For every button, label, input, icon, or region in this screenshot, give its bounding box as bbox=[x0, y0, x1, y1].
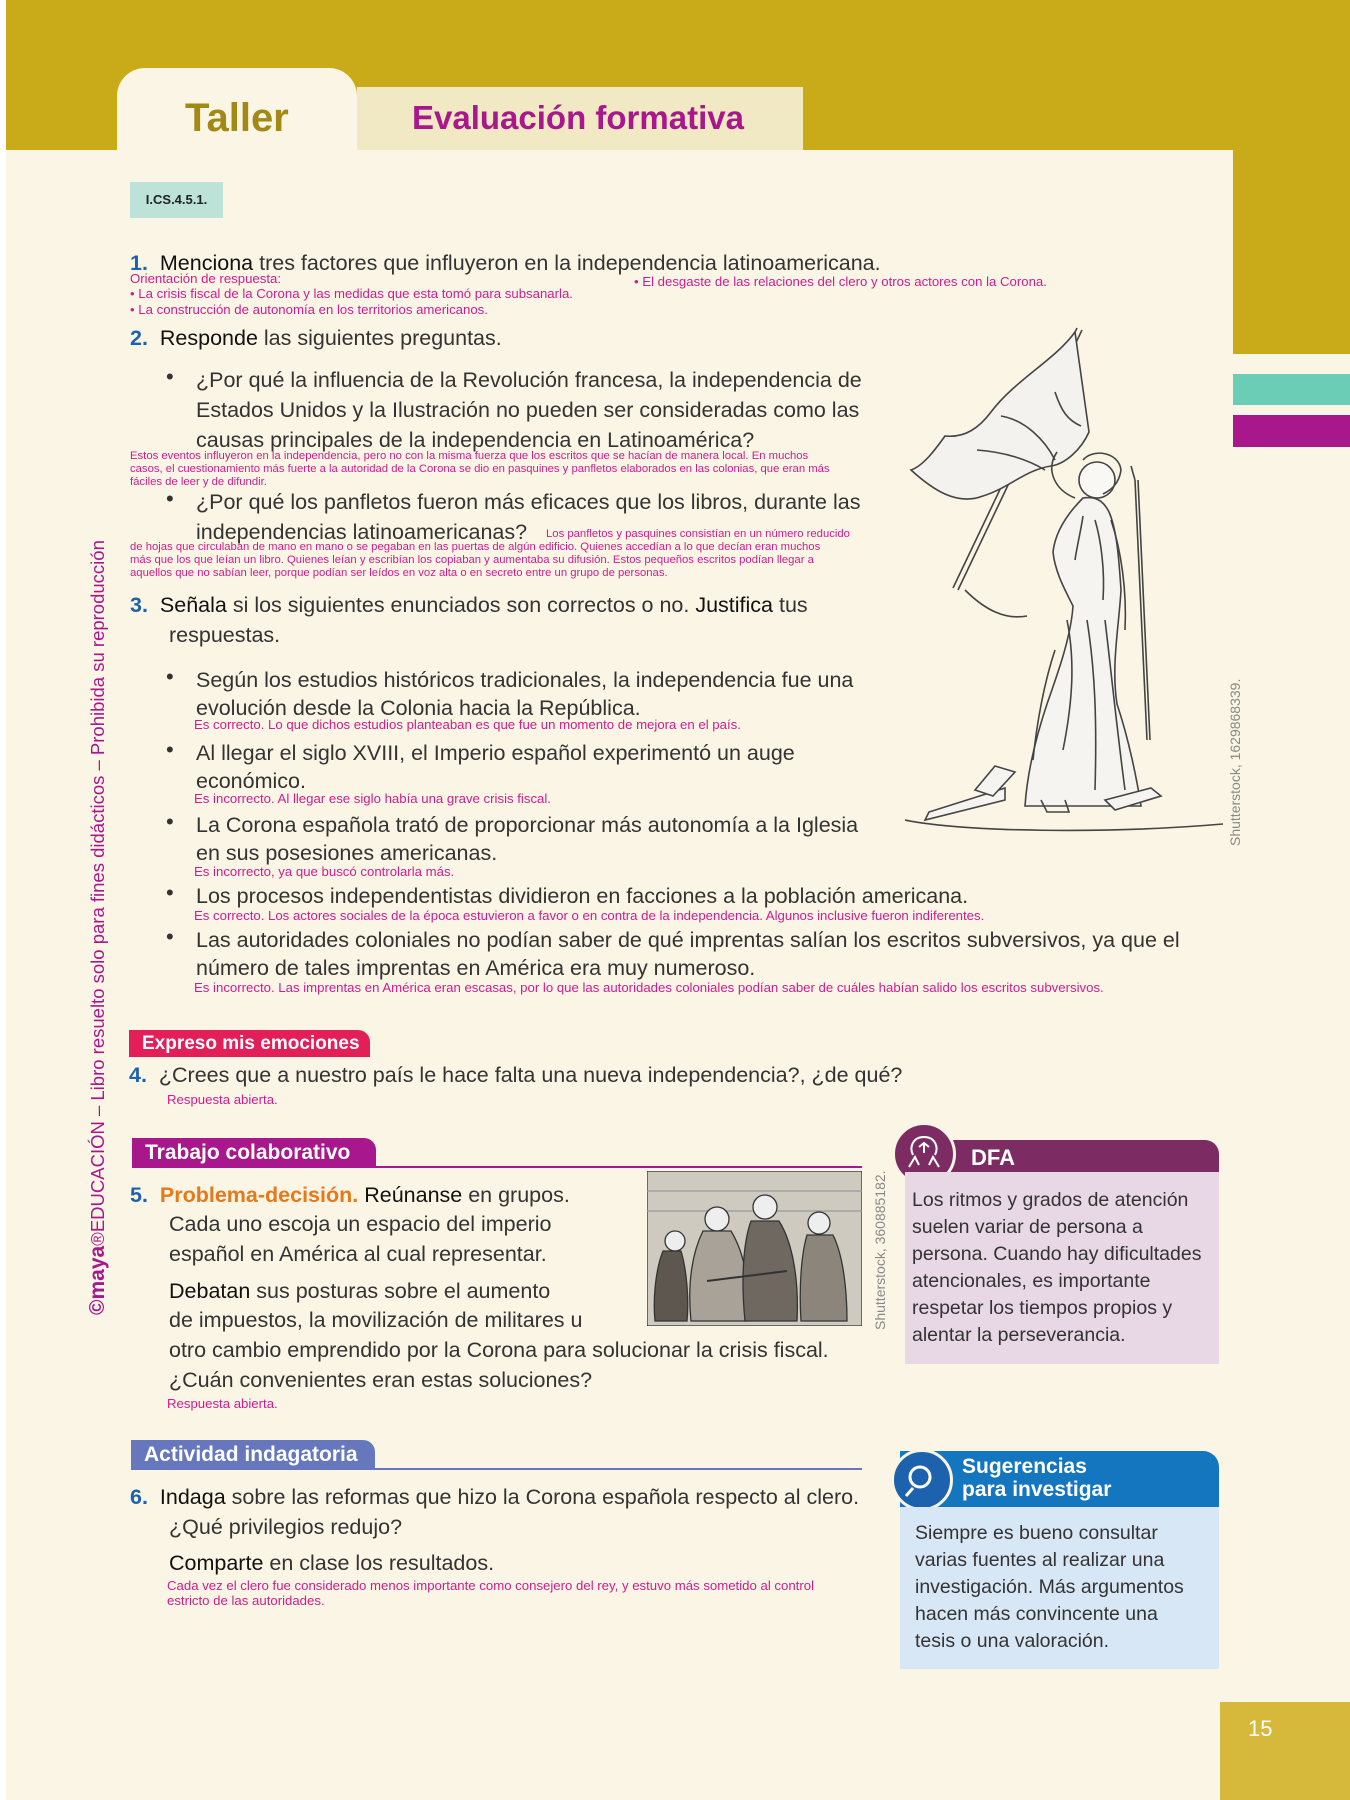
q2-bullet-2-l1: ¿Por qué los panfletos fueron más eficaces que los libros, durante las bbox=[196, 490, 861, 514]
q1-orientation: Orientación de respuesta: bbox=[130, 271, 282, 286]
dfa-line-4: atencionales, es importante bbox=[912, 1270, 1151, 1292]
q2-bullet-1-l2: Estados Unidos y la Ilustración no pueden ser consideradas como las bbox=[196, 398, 860, 422]
q3-item-1-l2: evolución desde la Colonia hacia la República. bbox=[196, 696, 641, 720]
dfa-line-3: persona. Cuando hay dificultades bbox=[912, 1243, 1202, 1265]
q5-line-5: de impuestos, la movilización de militares u bbox=[169, 1308, 583, 1332]
q3-item-3-l1: La Corona española trató de proporcionar más autonomía a la Iglesia bbox=[196, 813, 859, 837]
tab-evaluacion-label: Evaluación formativa bbox=[412, 99, 744, 136]
q5-type-label: Problema-decisión. bbox=[159, 1183, 359, 1207]
q3-item-5-l2: número de tales imprentas en América era muy numeroso. bbox=[196, 956, 756, 980]
q4-text: ¿Crees que a nuestro país le hace falta una nueva independencia?, ¿de qué? bbox=[158, 1063, 903, 1087]
question-5-l1 bbox=[130, 1180, 617, 1210]
q3-verb-2: Justifica bbox=[695, 593, 774, 617]
q6-verb: Indaga bbox=[159, 1485, 226, 1509]
q3-text-1: si los siguientes enunciados son correctos o no. bbox=[226, 593, 696, 617]
q2-bullet-1-l1: ¿Por qué la influencia de la Revolución francesa, la independencia de bbox=[196, 368, 862, 392]
sug-title-1: Sugerencias bbox=[962, 1455, 1087, 1478]
q5-line-3: español en América al cual representar. bbox=[169, 1242, 547, 1266]
q5-verb-2: Debatan bbox=[169, 1279, 251, 1303]
side-band bbox=[1233, 150, 1350, 354]
q1-answer-2: • La construcción de autonomía en los territorios americanos. bbox=[130, 302, 488, 317]
bullet: • bbox=[166, 737, 174, 762]
sug-line-3: investigación. Más argumentos bbox=[915, 1576, 1184, 1598]
q5-text-4: sus posturas sobre el aumento bbox=[250, 1279, 551, 1303]
tab-taller bbox=[117, 68, 357, 150]
q2-bullet-2-l2: independencias latinoamericanas? bbox=[196, 520, 528, 544]
q2-number: 2. bbox=[130, 326, 148, 350]
q5-line-4 bbox=[169, 1276, 617, 1306]
magnifier-icon bbox=[891, 1449, 953, 1511]
section-indagatoria-header: Actividad indagatoria bbox=[131, 1440, 375, 1470]
q6-verb-2: Comparte bbox=[169, 1551, 264, 1575]
q1-answer-1: • La crisis fiscal de la Corona y las medidas que esta tomó para subsanarla. bbox=[130, 286, 573, 301]
section-emociones-header: Expreso mis emociones bbox=[129, 1030, 370, 1057]
bullet: • bbox=[166, 664, 174, 689]
q3-item-5-answer: Es incorrecto. Las imprentas en América eran escasas, por lo que las autoridades coloniales podían saber de cuáles habían salido los escritos subversivos. bbox=[194, 980, 1104, 995]
q3-item-2-answer: Es incorrecto. Al llegar ese siglo había una grave crisis fiscal. bbox=[194, 791, 551, 806]
q2-answer-1-l3: fáciles de leer y de difundir. bbox=[130, 476, 267, 488]
q2-answer-2-inline: Los panfletos y pasquines consistían en un número reducido bbox=[546, 528, 850, 540]
section-rule bbox=[132, 1166, 862, 1168]
q6-text-1: sobre las reformas que hizo la Corona española respecto al clero. bbox=[225, 1485, 860, 1509]
question-4 bbox=[129, 1060, 902, 1090]
dfa-title: DFA bbox=[971, 1145, 1015, 1170]
q3-number: 3. bbox=[130, 593, 148, 617]
sug-line-4: hacen más convincente una bbox=[915, 1603, 1158, 1625]
q3-item-2-l1: Al llegar el siglo XVIII, el Imperio español experimentó un auge bbox=[196, 741, 795, 765]
q2-verb: Responde bbox=[159, 326, 258, 350]
engraving-image bbox=[647, 1171, 862, 1326]
q4-answer: Respuesta abierta. bbox=[167, 1092, 278, 1107]
q3-item-4-l1: Los procesos independentistas dividieron en facciones a la población americana. bbox=[196, 884, 969, 908]
q5-text-1: en grupos. bbox=[462, 1183, 570, 1207]
q5-verb: Reúnanse bbox=[358, 1183, 463, 1207]
bullet: • bbox=[166, 924, 174, 949]
q5-number: 5. bbox=[130, 1183, 148, 1207]
q2-answer-1-l1: Estos eventos influyeron en la independencia, pero no con la misma fuerza que los escritos que se hacían de manera local. En muchos bbox=[130, 450, 809, 462]
q5-line-7: ¿Cuán convenientes eran estas soluciones? bbox=[169, 1368, 593, 1392]
q3-text-2: tus bbox=[773, 593, 808, 617]
q2-answer-2-l2: más que los que leían un libro. Quienes leían y escribían los copiaban y aumentaba su difusión. Estos pequeños escritos podían llegar a bbox=[130, 554, 814, 566]
q1-verb: Menciona bbox=[159, 251, 254, 275]
sugerencias-title bbox=[962, 1455, 1162, 1501]
tab-evaluacion bbox=[357, 87, 803, 150]
q1-answer-3: • El desgaste de las relaciones del clero y otros actores con la Corona. bbox=[634, 274, 1047, 289]
section-colaborativo-header: Trabajo colaborativo bbox=[132, 1138, 376, 1168]
photo-credit-1: Shutterstock, 1629868339. bbox=[1227, 678, 1243, 846]
q3-item-3-l2: en sus posesiones americanas. bbox=[196, 841, 498, 865]
q3-item-2-l2: económico. bbox=[196, 769, 306, 793]
maya-logo: ©maya bbox=[86, 1245, 109, 1315]
tab-taller-label: Taller bbox=[185, 96, 289, 140]
question-6 bbox=[130, 1482, 862, 1512]
q6-line-3 bbox=[169, 1548, 494, 1578]
bullet: • bbox=[166, 364, 174, 389]
sug-line-2: varias fuentes al realizar una bbox=[915, 1549, 1165, 1571]
q5-line-6: otro cambio emprendido por la Corona para solucionar la crisis fiscal. bbox=[169, 1338, 829, 1362]
question-2 bbox=[130, 323, 502, 353]
q3-item-4-answer: Es correcto. Los actores sociales de la época estuvieron a favor o en contra de la independencia. Algunos inclusive fueron indiferentes. bbox=[194, 908, 985, 923]
q5-line-2: Cada uno escoja un espacio del imperio bbox=[169, 1212, 552, 1236]
section-rule bbox=[131, 1468, 862, 1470]
bullet: • bbox=[166, 880, 174, 905]
copyright-text: ®EDUCACIÓN – Libro resuelto solo para fines didácticos – Prohibida su reproducción bbox=[87, 540, 108, 1246]
q1-number: 1. bbox=[130, 251, 148, 275]
q3-item-3-answer: Es incorrecto, ya que buscó controlarla más. bbox=[194, 864, 455, 879]
page-number: 15 bbox=[1248, 1716, 1273, 1741]
q4-number: 4. bbox=[129, 1063, 147, 1087]
dfa-line-5: respetar los tiempos propios y bbox=[912, 1297, 1173, 1319]
q6-line-2: ¿Qué privilegios redujo? bbox=[169, 1515, 403, 1539]
q3-item-5-l1: Las autoridades coloniales no podían saber de qué imprentas salían los escritos subversivos, ya que el bbox=[196, 928, 1180, 952]
q2-bullet-1-l3: causas principales de la independencia en Latinoamérica? bbox=[196, 428, 755, 452]
page-number-box bbox=[1220, 1702, 1350, 1800]
teal-tab bbox=[1233, 374, 1350, 405]
q3-item-1-answer: Es correcto. Lo que dichos estudios planteaban es que fue un momento de mejora en el país. bbox=[194, 717, 741, 732]
copyright-vertical bbox=[86, 540, 110, 1315]
photo-credit-2: Shutterstock, 360885182. bbox=[872, 1170, 888, 1330]
q2-text: las siguientes preguntas. bbox=[257, 326, 502, 350]
question-3 bbox=[130, 590, 875, 620]
bullet: • bbox=[166, 809, 174, 834]
q6-answer-l2: estricto de las autoridades. bbox=[167, 1593, 325, 1608]
q2-answer-2-l3: aquellos que no sabían leer, porque podían ser leídos en voz alta o en secreto entre un grupo de personas. bbox=[130, 567, 668, 579]
dfa-line-6: alentar la perseverancia. bbox=[912, 1324, 1126, 1346]
q3-verb-1: Señala bbox=[159, 593, 227, 617]
dfa-line-2: suelen variar de persona a bbox=[912, 1216, 1143, 1238]
sug-line-5: tesis o una valoración. bbox=[915, 1630, 1110, 1652]
q5-answer: Respuesta abierta. bbox=[167, 1396, 278, 1411]
q6-text-3: en clase los resultados. bbox=[263, 1551, 495, 1575]
q6-answer-l1: Cada vez el clero fue considerado menos importante como consejero del rey, y estuvo más sometido al control bbox=[167, 1578, 814, 1593]
liberty-illustration bbox=[905, 320, 1225, 840]
q1-text: tres factores que influyeron en la independencia latinoamericana. bbox=[253, 251, 881, 275]
skill-code: I.CS.4.5.1. bbox=[130, 182, 223, 218]
q2-answer-2-l1: de hojas que circulaban de mano en mano o se pegaban en las puertas de algún edificio. Quienes accedían a lo que decían eran muchos bbox=[130, 541, 821, 553]
sug-line-1: Siempre es bueno consultar bbox=[915, 1522, 1158, 1544]
magenta-tab bbox=[1233, 415, 1350, 447]
q2-answer-1-l2: casos, el cuestionamiento más fuerte a la autoridad de la Corona se dio en pasquines y panfletos elaborados en las colonias, que eran más bbox=[130, 463, 830, 475]
dfa-line-1: Los ritmos y grados de atención bbox=[912, 1189, 1189, 1211]
q3-line-2: respuestas. bbox=[169, 623, 281, 647]
q3-item-1-l1: Según los estudios históricos tradicionales, la independencia fue una bbox=[196, 668, 854, 692]
sug-title-2: para investigar bbox=[962, 1478, 1112, 1501]
q6-number: 6. bbox=[130, 1485, 148, 1509]
bullet: • bbox=[166, 486, 174, 511]
